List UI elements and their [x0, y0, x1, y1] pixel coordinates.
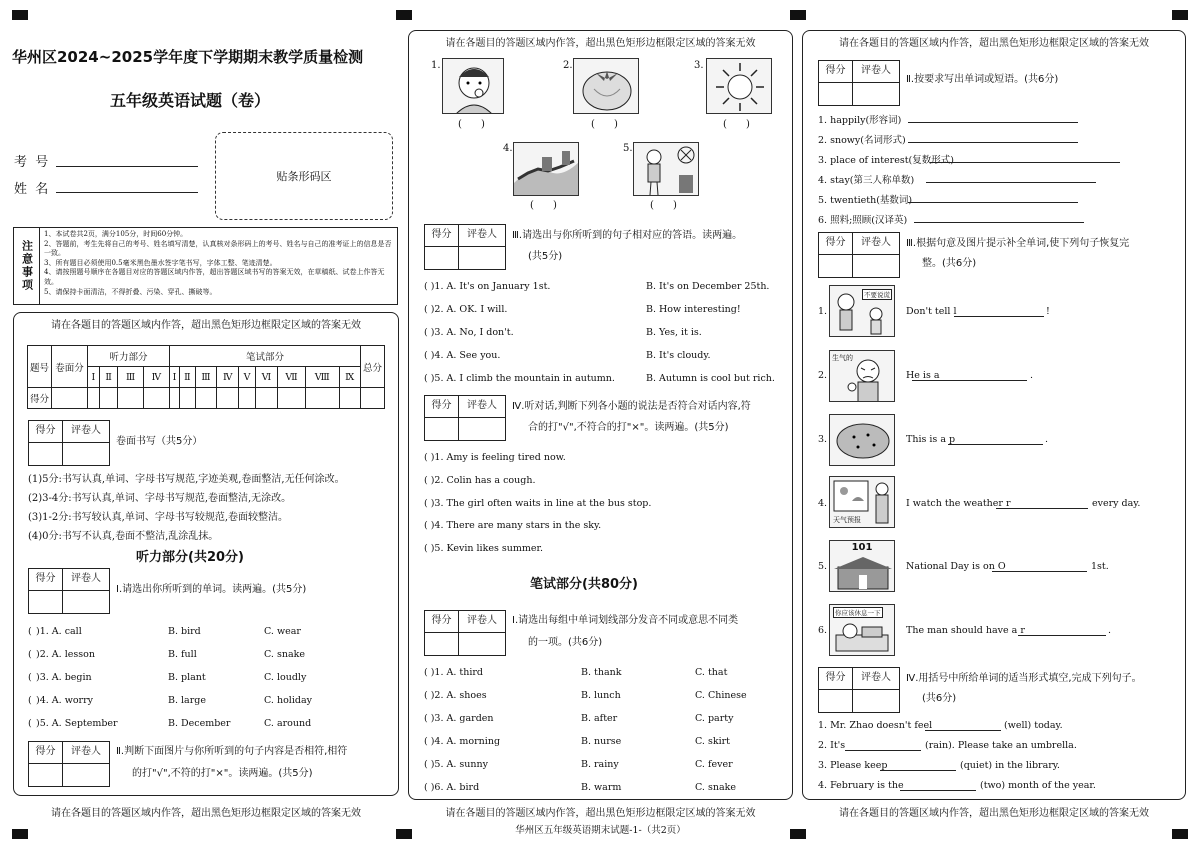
barcode-area: [215, 132, 393, 220]
option: C. wear: [264, 626, 301, 637]
score-cell[interactable]: [853, 255, 899, 277]
statement-row[interactable]: ( )3. The girl often waits in line at the bus stop.: [424, 498, 652, 509]
written-heading: 笔试部分(共80分): [530, 577, 638, 592]
score-cell[interactable]: [88, 388, 100, 409]
score-label: 得分: [819, 668, 853, 690]
grader-label: 评卷人: [853, 668, 899, 690]
registration-mark: [1172, 829, 1188, 839]
region-notice: 请在各题目的答题区域内作答，超出黑色矩形边框限定区域的答案无效: [445, 808, 756, 819]
answer-paren[interactable]: (: [28, 649, 32, 660]
score-cell[interactable]: [217, 388, 239, 409]
score-label: 得分: [425, 225, 459, 247]
option: B. large: [168, 695, 206, 706]
section-title: (共6分): [922, 693, 957, 704]
note-item: 4、请按照题号顺序在各题目对应的答题区域内作答，超出答题区域书写的答案无效，在草稿纸、试卷上作答无效。: [44, 268, 385, 286]
sentence: 4. February is the: [818, 780, 904, 791]
option: C. that: [695, 667, 728, 678]
item-number: 5.: [818, 561, 828, 572]
score-cell[interactable]: [305, 388, 339, 409]
section-title: 的打"√",不符的打"×"。读两遍。(共5分): [132, 768, 313, 779]
rule-line: (4)0分:书写不认真,卷面不整洁,乱涂乱抹。: [28, 531, 219, 542]
exam-title: 华州区2024~2025学年度下学期期末教学质量检测: [12, 48, 364, 66]
score-cell[interactable]: [853, 690, 899, 712]
region-notice: 请在各题目的答题区域内作答，超出黑色矩形边框限定区域的答案无效: [445, 38, 756, 49]
rule-line: (3)1-2分:书写较认真,单词、字母书写较规范,卷面较整洁。: [28, 512, 288, 523]
sentence-end: .: [1045, 434, 1049, 445]
table-cell: Ⅶ: [278, 367, 306, 388]
score-cell[interactable]: [819, 255, 853, 277]
score-box: [424, 224, 506, 270]
grader-label: 评卷人: [459, 396, 505, 418]
answer-paren[interactable]: (: [28, 672, 32, 683]
answer-blank[interactable]: [908, 202, 1078, 203]
answer-blank[interactable]: [992, 571, 1087, 572]
item-number: 4.: [818, 498, 828, 509]
tomato-picture: [573, 58, 639, 114]
score-cell[interactable]: [52, 388, 88, 409]
table-header: 得分: [28, 388, 52, 409]
statement-row[interactable]: ( )4. There are many stars in the sky.: [424, 520, 602, 531]
picture-caption: 生气的: [832, 354, 853, 362]
table-cell: Ⅲ: [195, 367, 216, 388]
score-cell[interactable]: [29, 764, 63, 786]
option: B. How interesting!: [646, 304, 741, 315]
picture-number: 1.: [431, 60, 441, 71]
score-box: [818, 60, 900, 106]
region-notice: 请在各题目的答题区域内作答，超出黑色矩形边框限定区域的答案无效: [51, 808, 361, 819]
grader-label: 评卷人: [853, 61, 899, 83]
name-label: 姓 名: [14, 182, 49, 197]
picture-number: 5.: [623, 143, 633, 154]
score-box: [28, 568, 110, 614]
option: C. Chinese: [695, 690, 747, 701]
weather-report-picture: [829, 476, 895, 528]
answer-paren[interactable]: ( ): [723, 119, 750, 130]
option[interactable]: ( )3. A. garden: [424, 713, 494, 724]
picture-number: 3.: [694, 60, 704, 71]
note-item: 2、答题前，考生先将自己的考号、姓名填写清楚，认真核对条形码上的考号、姓名与自己的准考证上的信息是否一致。: [44, 239, 392, 258]
option: C. snake: [264, 649, 306, 660]
table-cell: Ⅰ: [170, 367, 180, 388]
option: B. thank: [581, 667, 622, 678]
picture-caption: 你应该休息一下: [835, 609, 881, 617]
answer-blank[interactable]: [900, 790, 976, 791]
answer-paren[interactable]: ( ): [458, 119, 485, 130]
sentence-end: 1st.: [1091, 561, 1109, 572]
option: B. Yes, it is.: [646, 327, 702, 338]
answer-blank[interactable]: [914, 222, 1084, 223]
score-cell[interactable]: [195, 388, 216, 409]
option: C. party: [695, 713, 734, 724]
score-box: [818, 232, 900, 278]
option[interactable]: ( )4. A. morning: [424, 736, 501, 747]
sentence: He is a: [906, 370, 940, 381]
table-header: 题号: [28, 346, 52, 388]
score-label: 得分: [819, 61, 853, 83]
item-number: 3.: [818, 434, 828, 445]
option: B. December: [168, 718, 231, 729]
score-box: [28, 420, 110, 466]
table-header: 卷面分: [52, 346, 88, 388]
note-item: 5、请保持卡面清洁，不得折叠、污染、穿孔、撕破等。: [44, 287, 217, 296]
score-cell[interactable]: [819, 690, 853, 712]
grader-label: 评卷人: [63, 569, 109, 591]
score-cell[interactable]: [99, 388, 118, 409]
option: B. full: [168, 649, 197, 660]
potato-picture: [829, 414, 895, 466]
statement-row[interactable]: ( )1. Amy is feeling tired now.: [424, 452, 566, 463]
table-header: 总分: [361, 346, 385, 388]
score-label: 得分: [29, 569, 63, 591]
sentence-end: (well) today.: [1004, 720, 1063, 731]
item-number: 2.: [818, 370, 828, 381]
answer-paren[interactable]: ( ): [530, 200, 557, 211]
boy-coughing-picture: [442, 58, 504, 114]
grader-label: 评卷人: [853, 233, 899, 255]
angry-picture: [829, 350, 895, 402]
score-box: [818, 667, 900, 713]
region-notice: 请在各题目的答题区域内作答，超出黑色矩形边框限定区域的答案无效: [839, 38, 1149, 49]
score-cell[interactable]: [255, 388, 277, 409]
sentence: 2. It's: [818, 740, 846, 751]
option: B. Autumn is cool but rich.: [646, 373, 775, 384]
picture-number: 2.: [563, 60, 573, 71]
sentence-end: (rain). Please take an umbrella.: [925, 740, 1077, 751]
note-item: 3、所有题目必须使用0.5毫米黑色墨水签字笔书写，字体工整、笔迹清楚。: [44, 258, 277, 267]
section-title: Ⅱ.按要求写出单词或短语。(共6分): [906, 74, 1059, 85]
rule-line: (1)5分:书写认真,单词、字母书写规范,字迹美观,卷面整洁,无任何涂改。: [28, 474, 345, 485]
answer-blank[interactable]: [954, 316, 1044, 317]
option[interactable]: ( )5. A. sunny: [424, 759, 489, 770]
prompt: 3. place of interest(复数形式): [818, 155, 954, 166]
answer-blank[interactable]: [880, 770, 956, 771]
answer-blank[interactable]: [1018, 635, 1106, 636]
score-cell[interactable]: [819, 83, 853, 105]
score-box: [28, 741, 110, 787]
score-cell[interactable]: [170, 388, 180, 409]
sentence: 1. Mr. Zhao doesn't feel: [818, 720, 933, 731]
answer-blank[interactable]: [996, 508, 1088, 509]
grader-label: 评卷人: [459, 611, 505, 633]
sun-picture: [706, 58, 772, 114]
option: )5. A. September: [36, 718, 118, 729]
prompt: 6. 照料;照顾(汉译英): [818, 215, 908, 226]
prompt: 4. stay(第三人称单数): [818, 175, 915, 186]
option: B. rainy: [581, 759, 619, 770]
statement-row[interactable]: ( )5. Kevin likes summer.: [424, 543, 544, 554]
name-field[interactable]: [56, 192, 198, 193]
score-cell[interactable]: [29, 591, 63, 613]
option: )3. A. begin: [36, 672, 92, 683]
listening-heading: 听力部分(共20分): [136, 550, 244, 565]
option: B. nurse: [581, 736, 622, 747]
option: C. fever: [695, 759, 733, 770]
answer-blank[interactable]: [925, 730, 1001, 731]
score-cell[interactable]: [180, 388, 196, 409]
sentence-end: (two) month of the year.: [980, 780, 1096, 791]
exam-number-label: 考 号: [14, 155, 49, 170]
answer-blank[interactable]: [948, 444, 1043, 445]
score-box: [424, 395, 506, 441]
region-notice: 请在各题目的答题区域内作答，超出黑色矩形边框限定区域的答案无效: [839, 808, 1149, 819]
table-cell: Ⅱ: [99, 367, 118, 388]
item-number: 6.: [818, 625, 828, 636]
registration-mark: [1172, 10, 1188, 20]
rule-line: (2)3-4分:书写认真,单词、字母书写规范,卷面整洁,无涂改。: [28, 493, 292, 504]
score-cell[interactable]: [63, 443, 109, 465]
prompt: 1. happily(形容词): [818, 115, 902, 126]
option: )1. A. call: [36, 626, 82, 637]
option: C. holiday: [264, 695, 312, 706]
notes-box: [13, 227, 398, 305]
prompt: 2. snowy(名词形式): [818, 135, 906, 146]
section-title: Ⅰ.请选出你所听到的单词。读两遍。(共5分): [116, 584, 307, 595]
sentence-end: every day.: [1092, 498, 1141, 509]
registration-mark: [12, 829, 28, 839]
notes-label: 注意事项: [14, 228, 40, 304]
sentence: The man should have a r: [906, 625, 1025, 636]
table-header: 听力部分: [88, 346, 170, 367]
table-cell: Ⅰ: [88, 367, 100, 388]
score-cell[interactable]: [459, 247, 505, 269]
sentence: This is a p: [906, 434, 956, 445]
table-cell: Ⅱ: [180, 367, 196, 388]
section-title: (共5分): [528, 251, 563, 262]
national-day-picture: [829, 540, 895, 592]
sentence-end: .: [1108, 625, 1112, 636]
option: B. It's cloudy.: [646, 350, 711, 361]
score-cell[interactable]: [143, 388, 169, 409]
score-cell[interactable]: [278, 388, 306, 409]
option: )2. A. lesson: [36, 649, 95, 660]
score-cell[interactable]: [853, 83, 899, 105]
sentence-end: !: [1046, 306, 1050, 317]
score-cell[interactable]: [425, 418, 459, 440]
table-cell: Ⅷ: [305, 367, 339, 388]
registration-mark: [790, 10, 806, 20]
table-cell: Ⅲ: [118, 367, 143, 388]
option[interactable]: ( )6. A. bird: [424, 782, 480, 793]
answer-blank[interactable]: [908, 122, 1078, 123]
score-cell[interactable]: [425, 633, 459, 655]
grader-label: 评卷人: [63, 421, 109, 443]
option: B. lunch: [581, 690, 621, 701]
section-title: Ⅱ.判断下面图片与你所听到的句子内容是否相符,相符: [116, 746, 348, 757]
statement-row[interactable]: ( )2. Colin has a cough.: [424, 475, 536, 486]
option[interactable]: ( )3. A. No, I don't.: [424, 327, 514, 338]
barcode-label: 贴条形码区: [276, 170, 332, 183]
great-wall-picture: [513, 142, 579, 196]
no-littering-picture: [633, 142, 699, 196]
answer-paren[interactable]: (: [28, 718, 32, 729]
exam-subtitle: 五年级英语试题（卷）: [110, 91, 271, 110]
option: B. It's on December 25th.: [646, 281, 770, 292]
score-box: [424, 610, 506, 656]
score-label: 得分: [29, 421, 63, 443]
sentence-end: (quiet) in the library.: [960, 760, 1060, 771]
section-title: 的一项。(共6分): [528, 637, 603, 648]
section-title: Ⅳ.听对话,判断下列各小题的说法是否符合对话内容,符: [512, 401, 751, 412]
option[interactable]: ( )2. A. shoes: [424, 690, 487, 701]
option: )4. A. worry: [36, 695, 93, 706]
table-cell: Ⅳ: [143, 367, 169, 388]
table-cell: Ⅳ: [217, 367, 239, 388]
score-cell[interactable]: [459, 418, 505, 440]
answer-blank[interactable]: [912, 380, 1027, 381]
table-cell: Ⅵ: [255, 367, 277, 388]
picture-number: 4.: [503, 143, 513, 154]
table-cell: Ⅴ: [239, 367, 256, 388]
picture-caption: 不要说谎: [864, 291, 890, 299]
option: B. after: [581, 713, 618, 724]
option: C. skirt: [695, 736, 730, 747]
note-item: 1、本试卷共2页，满分105分，时间60分钟。: [44, 230, 188, 238]
section-title: Ⅰ.请选出每组中单词划线部分发音不同或意思不同类: [512, 615, 739, 626]
region-notice: 请在各题目的答题区域内作答，超出黑色矩形边框限定区域的答案无效: [51, 320, 361, 331]
registration-mark: [12, 10, 28, 20]
option[interactable]: ( )1. A. It's on January 1st.: [424, 281, 551, 292]
score-cell[interactable]: [459, 633, 505, 655]
section-title: Ⅲ.根据句意及图片提示补全单词,使下列句子恢复完: [906, 238, 1130, 249]
answer-blank[interactable]: [930, 162, 1120, 163]
option: B. bird: [168, 626, 201, 637]
item-number: 1.: [818, 306, 828, 317]
score-cell[interactable]: [63, 764, 109, 786]
section-title: Ⅳ.用括号中所给单词的适当形式填空,完成下列句子。: [906, 673, 1142, 684]
score-table: [27, 345, 385, 409]
score-cell[interactable]: [118, 388, 143, 409]
answer-blank[interactable]: [926, 182, 1096, 183]
sentence: National Day is on O: [906, 561, 1006, 572]
answer-paren[interactable]: ( ): [591, 119, 618, 130]
grader-label: 评卷人: [459, 225, 505, 247]
option: C. loudly: [264, 672, 307, 683]
option: B. warm: [581, 782, 622, 793]
section-title: Ⅲ.请选出与你所听到的句子相对应的答语。读两遍。: [512, 230, 743, 241]
score-label: 得分: [819, 233, 853, 255]
answer-paren[interactable]: (: [28, 695, 32, 706]
lying-picture: [829, 285, 895, 337]
score-cell[interactable]: [63, 591, 109, 613]
answer-paren[interactable]: (: [28, 626, 32, 637]
sentence: Don't tell l: [906, 306, 957, 317]
table-header: 笔试部分: [170, 346, 361, 367]
option[interactable]: ( )5. A. I climb the mountain in autumn.: [424, 373, 615, 384]
prompt: 5. twentieth(基数词): [818, 195, 913, 206]
section-title: 合的打"√",不符合的打"×"。读两遍。(共5分): [528, 422, 729, 433]
score-cell[interactable]: [425, 247, 459, 269]
picture-caption: 101: [851, 542, 873, 553]
score-cell[interactable]: [361, 388, 385, 409]
option: B. plant: [168, 672, 206, 683]
table-cell: Ⅸ: [339, 367, 360, 388]
answer-blank[interactable]: [845, 750, 921, 751]
section-title: 整。(共6分): [922, 258, 977, 269]
score-cell[interactable]: [29, 443, 63, 465]
score-label: 得分: [425, 611, 459, 633]
score-cell[interactable]: [339, 388, 360, 409]
exam-number-field[interactable]: [56, 166, 198, 167]
page-footer: 华州区五年级英语期末试题-1-（共2页）: [515, 825, 686, 836]
score-label: 得分: [425, 396, 459, 418]
option[interactable]: ( )4. A. See you.: [424, 350, 501, 361]
option: C. snake: [695, 782, 737, 793]
sentence-end: .: [1030, 370, 1034, 381]
rest-picture: [829, 604, 895, 656]
registration-mark: [396, 10, 412, 20]
score-cell[interactable]: [239, 388, 256, 409]
sentence: 3. Please keep: [818, 760, 888, 771]
answer-paren[interactable]: ( ): [650, 200, 677, 211]
section-title: 卷面书写（共5分）: [116, 436, 203, 447]
sentence: I watch the weather r: [906, 498, 1011, 509]
answer-blank[interactable]: [908, 142, 1078, 143]
option: C. around: [264, 718, 312, 729]
option[interactable]: ( )2. A. OK. I will.: [424, 304, 508, 315]
option[interactable]: ( )1. A. third: [424, 667, 484, 678]
picture-caption: 天气预报: [833, 516, 861, 524]
grader-label: 评卷人: [63, 742, 109, 764]
score-label: 得分: [29, 742, 63, 764]
